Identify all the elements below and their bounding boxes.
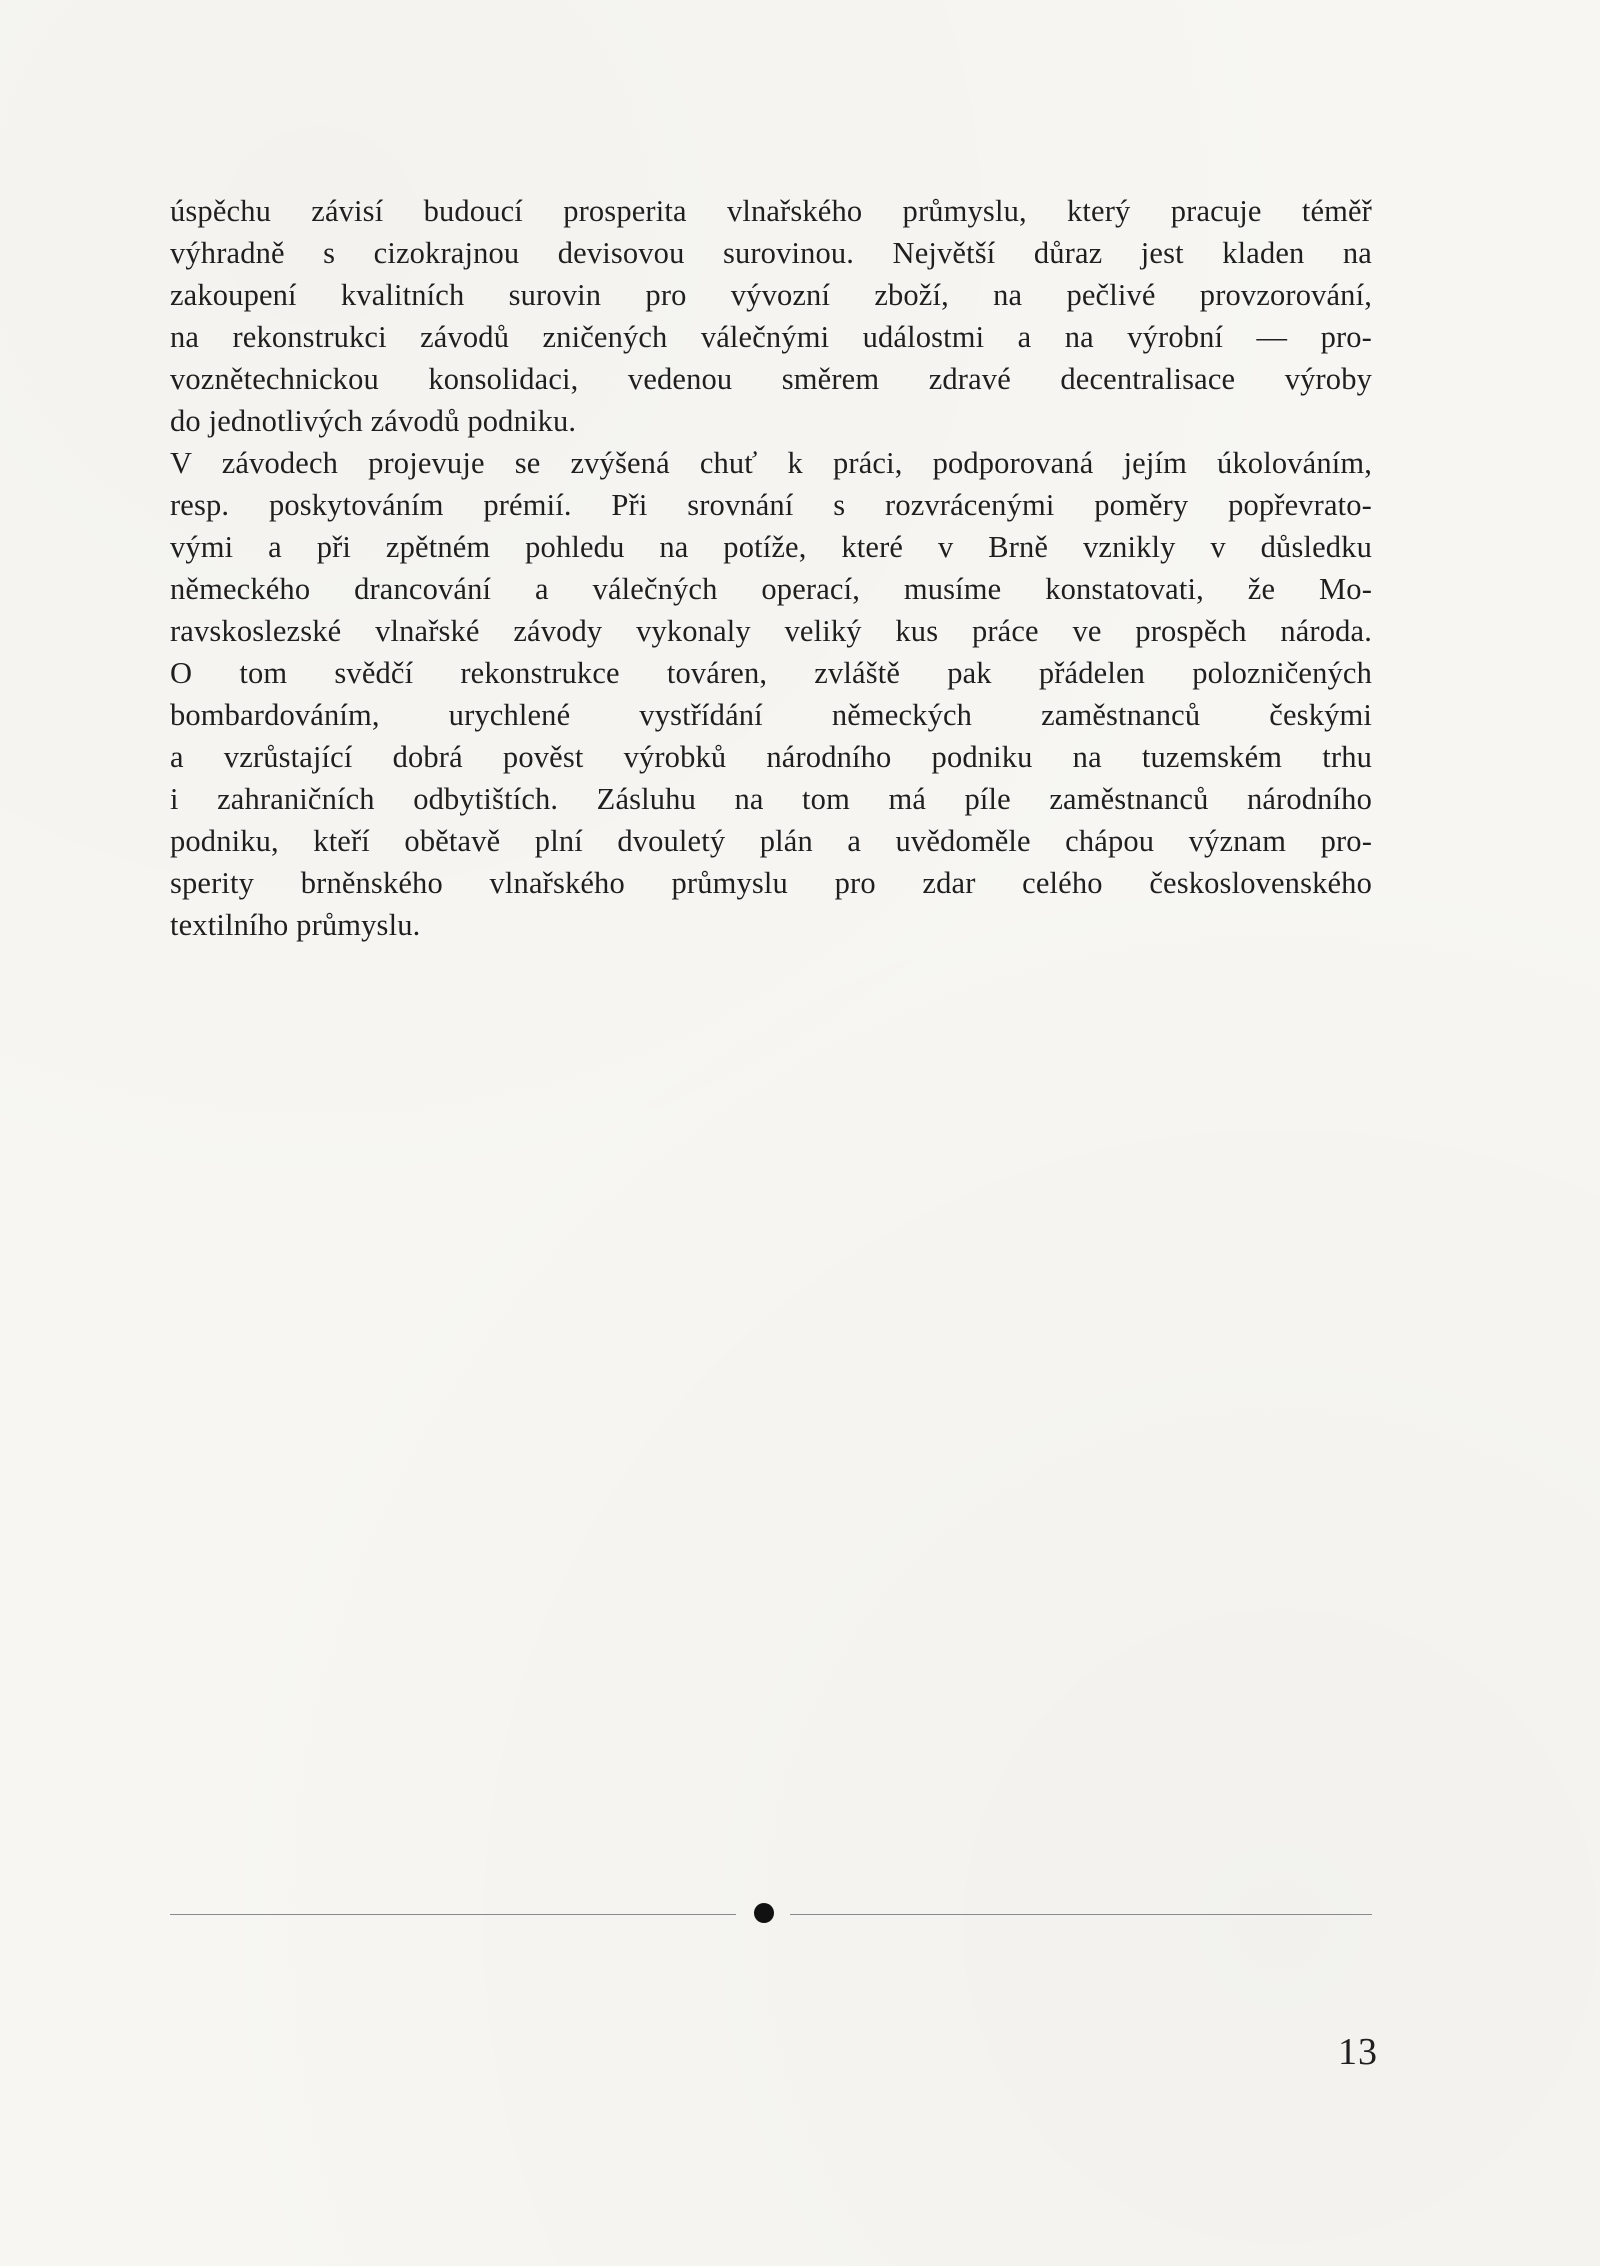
text-line: V závodech projevuje se zvýšená chuť k práci, podporovaná jejím úkolováním, [170,446,1372,480]
divider-left [170,1914,736,1915]
text-line: podniku, kteří obětavě plní dvouletý plán a uvědoměle chápou význam pro- [170,824,1372,858]
text-line: resp. poskytováním prémií. Při srovnání s rozvrácenými poměry popřevrato- [170,488,1372,522]
page-number: 13 [1338,2031,1378,2073]
divider-dot-icon [754,1903,774,1923]
divider-right [790,1914,1372,1915]
text-line: bombardováním, urychlené vystřídání německých zaměstnanců českými [170,698,1372,732]
text-line: textilního průmyslu. [170,908,421,942]
body-text [170,190,1372,946]
text-line: a vzrůstající dobrá pověst výrobků národního podniku na tuzemském trhu [170,740,1372,774]
text-line: O tom svědčí rekonstrukce továren, zvláště pak přádelen polozničených [170,656,1372,690]
text-line: voznětechnickou konsolidaci, vedenou směrem zdravé decentralisace výroby [170,362,1372,396]
text-line: výhradně s cizokrajnou devisovou surovinou. Největší důraz jest kladen na [170,236,1372,270]
text-line: i zahraničních odbytištích. Zásluhu na tom má píle zaměstnanců národního [170,782,1372,816]
text-line: sperity brněnského vlnařského průmyslu pro zdar celého československého [170,866,1372,900]
text-line: německého drancování a válečných operací, musíme konstatovati, že Mo- [170,572,1372,606]
text-line: na rekonstrukci závodů zničených válečnými událostmi a na výrobní — pro- [170,320,1372,354]
text-line: vými a při zpětném pohledu na potíže, které v Brně vznikly v důsledku [170,530,1372,564]
text-line: ravskoslezské vlnařské závody vykonaly veliký kus práce ve prospěch národa. [170,614,1372,648]
text-line: zakoupení kvalitních surovin pro vývozní zboží, na pečlivé provzorování, [170,278,1372,312]
text-line: úspěchu závisí budoucí prosperita vlnařského průmyslu, který pracuje téměř [170,194,1372,228]
text-line: do jednotlivých závodů podniku. [170,404,577,438]
